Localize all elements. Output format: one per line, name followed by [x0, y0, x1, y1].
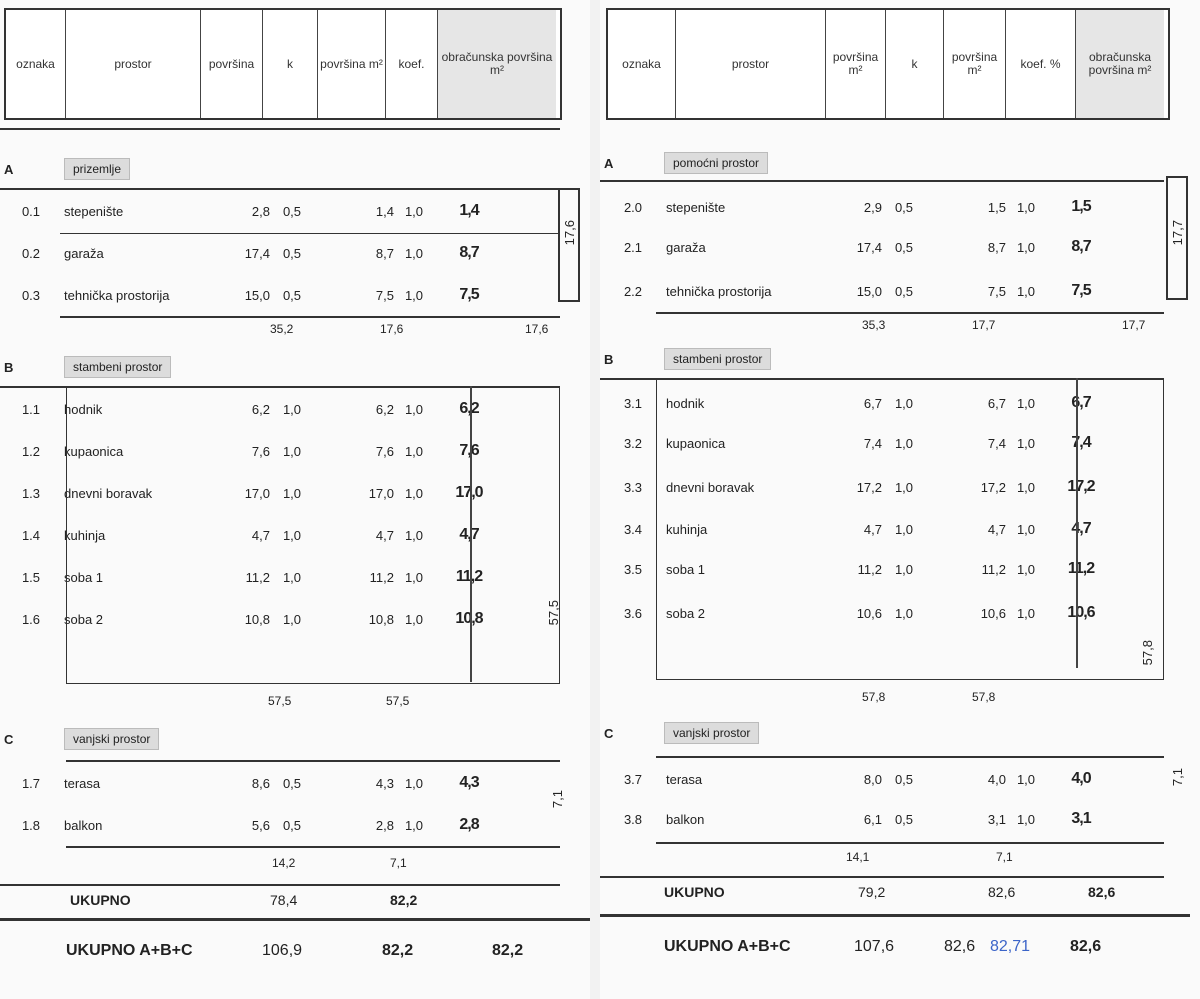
row-total: 17,2 — [1067, 478, 1095, 495]
row-id: 1.3 — [21, 485, 41, 501]
row-id: 3.6 — [623, 605, 643, 621]
row-area2: 4,7 — [987, 521, 1006, 537]
row-area2: 1,4 — [375, 203, 394, 219]
table-row — [604, 768, 1116, 790]
row-k: 0,5 — [282, 817, 302, 833]
row-k: 0,5 — [894, 771, 914, 787]
row-area: 8,0 — [863, 771, 882, 787]
row-coef: 1,0 — [404, 443, 424, 459]
header-cell: površina m² — [826, 10, 886, 118]
table-row — [2, 772, 504, 794]
row-total: 4,0 — [1071, 770, 1091, 787]
row-k: 1,0 — [282, 401, 302, 417]
row-area: 15,0 — [244, 287, 270, 303]
row-coef: 1,0 — [1016, 605, 1036, 621]
total-row — [70, 892, 550, 908]
row-coef: 1,0 — [404, 527, 424, 543]
row-id: 2.2 — [623, 283, 643, 299]
row-name: soba 1 — [64, 569, 104, 585]
row-area2: 11,2 — [981, 561, 1006, 577]
header-cell: površina m² — [318, 10, 386, 118]
grand-total-row — [66, 942, 566, 960]
row-area2: 7,4 — [987, 435, 1006, 451]
divider — [60, 316, 560, 318]
section-label: prizemlje — [64, 158, 130, 180]
subtotal: 57,8 — [972, 690, 996, 704]
row-name: hodnik — [666, 395, 705, 411]
row-total: 17,0 — [455, 484, 483, 501]
row-area: 2,8 — [251, 203, 270, 219]
row-total: 7,6 — [459, 442, 479, 459]
side-total: 7,1 — [550, 790, 565, 809]
table-row — [2, 200, 504, 222]
row-area2: 4,7 — [375, 527, 394, 543]
row-area: 10,8 — [244, 611, 270, 627]
row-area2: 3,1 — [987, 811, 1006, 827]
row-area: 7,6 — [251, 443, 270, 459]
section-b-subtotals — [268, 694, 568, 708]
row-k: 0,5 — [282, 287, 302, 303]
table-row — [2, 814, 504, 836]
row-coef: 1,0 — [404, 401, 424, 417]
row-name: balkon — [64, 817, 103, 833]
section-code: B — [4, 359, 14, 375]
section-c-title — [604, 722, 759, 744]
side-total: 57,5 — [546, 600, 561, 626]
row-coef: 1,0 — [404, 817, 424, 833]
row-coef: 1,0 — [1016, 521, 1036, 537]
section-c-subtotals — [846, 850, 1146, 864]
row-area: 17,2 — [856, 479, 882, 495]
row-k: 0,5 — [894, 811, 914, 827]
row-coef: 1,0 — [1016, 239, 1036, 255]
header-cell: koef. — [386, 10, 438, 118]
header-cell: prostor — [676, 10, 826, 118]
grand-total-blue-value: 82,71 — [990, 938, 1031, 955]
total-row — [664, 884, 1164, 900]
row-id: 1.5 — [21, 569, 41, 585]
row-name: kupaonica — [666, 435, 726, 451]
subtotal: 17,6 — [525, 322, 549, 336]
row-id: 3.8 — [623, 811, 643, 827]
table-row — [604, 280, 1116, 302]
row-name: garaža — [64, 245, 104, 261]
side-total: 17,6 — [562, 220, 577, 246]
row-total: 1,5 — [1071, 198, 1091, 215]
row-id: 3.7 — [623, 771, 643, 787]
row-area2: 10,6 — [980, 605, 1006, 621]
row-coef: 1,0 — [1016, 283, 1036, 299]
row-coef: 1,0 — [1016, 435, 1036, 451]
row-id: 0.1 — [21, 203, 41, 219]
row-area2: 4,3 — [375, 775, 394, 791]
row-total: 4,7 — [459, 526, 479, 543]
row-total: 11,2 — [1067, 560, 1095, 577]
total-area: 79,2 — [858, 884, 886, 900]
section-label: pomoćni prostor — [664, 152, 768, 174]
subtotal: 35,3 — [862, 318, 886, 332]
subtotal: 35,2 — [270, 322, 294, 336]
row-area: 7,4 — [863, 435, 882, 451]
page-gutter — [590, 0, 600, 999]
row-area2: 7,5 — [375, 287, 394, 303]
row-k: 0,5 — [894, 283, 914, 299]
row-coef: 1,0 — [1016, 561, 1036, 577]
grand-total-area: 106,9 — [262, 942, 303, 959]
row-total: 8,7 — [459, 244, 479, 261]
row-area: 4,7 — [251, 527, 270, 543]
row-name: soba 2 — [64, 611, 104, 627]
row-k: 1,0 — [282, 569, 302, 585]
divider — [66, 846, 560, 848]
row-total: 7,4 — [1071, 434, 1091, 451]
section-b-box — [656, 378, 1164, 680]
row-name: tehnička prostorija — [666, 283, 772, 299]
section-label: stambeni prostor — [64, 356, 171, 378]
row-name: dnevni boravak — [64, 485, 153, 501]
row-total: 11,2 — [455, 568, 483, 585]
row-id: 1.6 — [21, 611, 41, 627]
row-area2: 7,6 — [375, 443, 394, 459]
row-id: 1.7 — [21, 775, 41, 791]
divider — [0, 884, 560, 886]
row-coef: 1,0 — [1016, 199, 1036, 215]
row-k: 1,0 — [894, 479, 914, 495]
section-label: stambeni prostor — [664, 348, 771, 370]
row-k: 1,0 — [894, 521, 914, 537]
row-name: terasa — [666, 771, 703, 787]
section-b-box — [66, 386, 560, 684]
row-name: kuhinja — [666, 521, 708, 537]
row-total: 3,1 — [1071, 810, 1091, 827]
grand-total-label: UKUPNO A+B+C — [66, 942, 193, 959]
divider — [0, 918, 590, 921]
row-area: 17,0 — [244, 485, 270, 501]
row-total: 7,5 — [1071, 282, 1091, 299]
section-code: A — [4, 161, 14, 177]
side-total: 57,8 — [1140, 640, 1155, 666]
row-coef: 1,0 — [404, 287, 424, 303]
row-total: 10,6 — [1067, 604, 1095, 621]
divider — [600, 876, 1164, 878]
section-c-subtotals — [272, 856, 572, 870]
row-name: terasa — [64, 775, 101, 791]
section-code: A — [604, 155, 614, 171]
header-cell: prostor — [66, 10, 201, 118]
row-coef: 1,0 — [1016, 771, 1036, 787]
side-total: 17,7 — [1170, 220, 1185, 246]
total-label: UKUPNO — [664, 884, 725, 900]
section-code: C — [604, 725, 614, 741]
row-area: 8,6 — [251, 775, 270, 791]
subtotal: 7,1 — [996, 850, 1013, 864]
row-total: 6,2 — [459, 400, 479, 417]
subtotal: 57,8 — [862, 690, 886, 704]
row-k: 0,5 — [282, 775, 302, 791]
left-table — [0, 0, 590, 999]
row-name: garaža — [666, 239, 706, 255]
row-area2: 6,2 — [375, 401, 394, 417]
row-k: 0,5 — [894, 239, 914, 255]
row-coef: 1,0 — [1016, 811, 1036, 827]
row-area2: 6,7 — [987, 395, 1006, 411]
section-a-title — [4, 158, 130, 180]
header-cell: površina — [201, 10, 263, 118]
row-area2: 17,2 — [980, 479, 1006, 495]
row-name: balkon — [666, 811, 705, 827]
row-k: 0,5 — [282, 203, 302, 219]
section-label: vanjski prostor — [64, 728, 159, 750]
section-a-subtotals — [862, 318, 1162, 332]
row-name: dnevni boravak — [666, 479, 755, 495]
row-coef: 1,0 — [1016, 479, 1036, 495]
row-name: kuhinja — [64, 527, 106, 543]
divider — [656, 312, 1164, 314]
divider — [66, 760, 560, 762]
row-id: 0.2 — [21, 245, 41, 261]
total-final: 82,6 — [1088, 884, 1116, 900]
table-row — [2, 284, 504, 306]
side-total: 7,1 — [1170, 768, 1185, 787]
row-name: tehnička prostorija — [64, 287, 170, 303]
grand-total-value: 82,2 — [382, 942, 414, 959]
row-total: 10,8 — [455, 610, 483, 627]
row-area2: 8,7 — [987, 239, 1006, 255]
subtotal: 57,5 — [386, 694, 410, 708]
table-row — [604, 236, 1116, 258]
row-total: 8,7 — [1071, 238, 1091, 255]
grand-total-value: 82,6 — [944, 938, 976, 955]
row-id: 1.8 — [21, 817, 41, 833]
row-id: 0.3 — [21, 287, 41, 303]
subtotal: 14,2 — [272, 856, 296, 870]
row-area: 5,6 — [251, 817, 270, 833]
row-area2: 1,5 — [987, 199, 1006, 215]
row-name: stepenište — [64, 203, 124, 219]
row-area: 11,2 — [857, 561, 882, 577]
row-area: 4,7 — [863, 521, 882, 537]
row-k: 1,0 — [282, 485, 302, 501]
divider — [60, 233, 560, 234]
grand-total-row — [664, 938, 1184, 956]
row-area2: 4,0 — [987, 771, 1006, 787]
row-area: 17,4 — [856, 239, 882, 255]
row-name: soba 2 — [666, 605, 706, 621]
section-label: vanjski prostor — [664, 722, 759, 744]
row-id: 3.4 — [623, 521, 643, 537]
subtotal: 17,7 — [972, 318, 996, 332]
header-cell: k — [886, 10, 944, 118]
table-row — [2, 242, 504, 264]
subtotal: 7,1 — [390, 856, 407, 870]
grand-total-final: 82,2 — [492, 942, 524, 959]
row-coef: 1,0 — [404, 775, 424, 791]
row-total: 1,4 — [459, 202, 479, 219]
table-row — [604, 808, 1116, 830]
row-k: 1,0 — [282, 443, 302, 459]
row-k: 1,0 — [894, 605, 914, 621]
total-area: 78,4 — [270, 892, 298, 908]
row-id: 3.5 — [623, 561, 643, 577]
row-k: 0,5 — [282, 245, 302, 261]
row-total: 7,5 — [459, 286, 479, 303]
row-area: 11,2 — [245, 569, 270, 585]
row-k: 1,0 — [894, 561, 914, 577]
divider — [656, 842, 1164, 844]
section-b-title — [604, 348, 771, 370]
row-area2: 10,8 — [368, 611, 394, 627]
row-area: 17,4 — [244, 245, 270, 261]
row-k: 1,0 — [894, 395, 914, 411]
row-id: 1.2 — [21, 443, 41, 459]
row-id: 3.3 — [623, 479, 643, 495]
row-coef: 1,0 — [404, 611, 424, 627]
row-id: 3.2 — [623, 435, 643, 451]
row-coef: 1,0 — [1016, 395, 1036, 411]
row-coef: 1,0 — [404, 485, 424, 501]
grand-total-final: 82,6 — [1070, 938, 1102, 955]
row-area2: 2,8 — [375, 817, 394, 833]
section-code: B — [604, 351, 614, 367]
subtotal: 17,6 — [380, 322, 404, 336]
right-header — [606, 8, 1170, 120]
divider — [600, 914, 1190, 917]
total-value: 82,2 — [390, 892, 418, 908]
divider — [656, 756, 1164, 758]
header-cell: obračunska površina m² — [1076, 10, 1164, 118]
right-table — [600, 0, 1200, 999]
row-area2: 11,2 — [369, 569, 394, 585]
row-total: 2,8 — [459, 816, 479, 833]
total-label: UKUPNO — [70, 892, 131, 908]
row-name: kupaonica — [64, 443, 124, 459]
row-name: stepenište — [666, 199, 726, 215]
row-area: 6,2 — [251, 401, 270, 417]
row-k: 0,5 — [894, 199, 914, 215]
row-id: 2.0 — [623, 199, 643, 215]
subtotal: 17,7 — [1122, 318, 1146, 332]
row-area2: 7,5 — [987, 283, 1006, 299]
row-area: 2,9 — [863, 199, 882, 215]
header-cell: obračunska površina m² — [438, 10, 556, 118]
row-coef: 1,0 — [404, 203, 424, 219]
row-name: soba 1 — [666, 561, 706, 577]
header-cell: oznaka — [6, 10, 66, 118]
total-value: 82,6 — [988, 884, 1016, 900]
row-area: 10,6 — [856, 605, 882, 621]
row-id: 3.1 — [623, 395, 643, 411]
row-area2: 8,7 — [375, 245, 394, 261]
section-a-title — [604, 152, 768, 174]
column-divider — [470, 386, 472, 682]
row-k: 1,0 — [894, 435, 914, 451]
divider — [0, 128, 560, 130]
section-b-subtotals — [862, 690, 1162, 704]
row-area: 15,0 — [856, 283, 882, 299]
row-coef: 1,0 — [404, 245, 424, 261]
column-divider — [1076, 378, 1078, 668]
divider — [600, 180, 1164, 182]
row-area: 6,1 — [863, 811, 882, 827]
subtotal: 14,1 — [846, 850, 870, 864]
subtotal: 57,5 — [268, 694, 292, 708]
row-total: 4,7 — [1071, 520, 1091, 537]
table-row — [604, 196, 1116, 218]
row-name: hodnik — [64, 401, 103, 417]
section-c-title — [4, 728, 159, 750]
row-coef: 1,0 — [404, 569, 424, 585]
header-cell: površina m² — [944, 10, 1006, 118]
section-code: C — [4, 731, 14, 747]
header-cell: koef. % — [1006, 10, 1076, 118]
row-total: 6,7 — [1071, 394, 1091, 411]
row-id: 1.1 — [21, 401, 41, 417]
row-area: 6,7 — [863, 395, 882, 411]
header-cell: oznaka — [608, 10, 676, 118]
row-id: 1.4 — [21, 527, 41, 543]
row-k: 1,0 — [282, 527, 302, 543]
row-area2: 17,0 — [368, 485, 394, 501]
left-header — [4, 8, 562, 120]
row-total: 4,3 — [459, 774, 479, 791]
row-k: 1,0 — [282, 611, 302, 627]
header-cell: k — [263, 10, 318, 118]
grand-total-area: 107,6 — [854, 938, 895, 955]
row-id: 2.1 — [623, 239, 643, 255]
grand-total-label: UKUPNO A+B+C — [664, 938, 791, 955]
section-a-subtotals — [270, 322, 570, 336]
section-b-title — [4, 356, 171, 378]
divider — [0, 188, 560, 190]
